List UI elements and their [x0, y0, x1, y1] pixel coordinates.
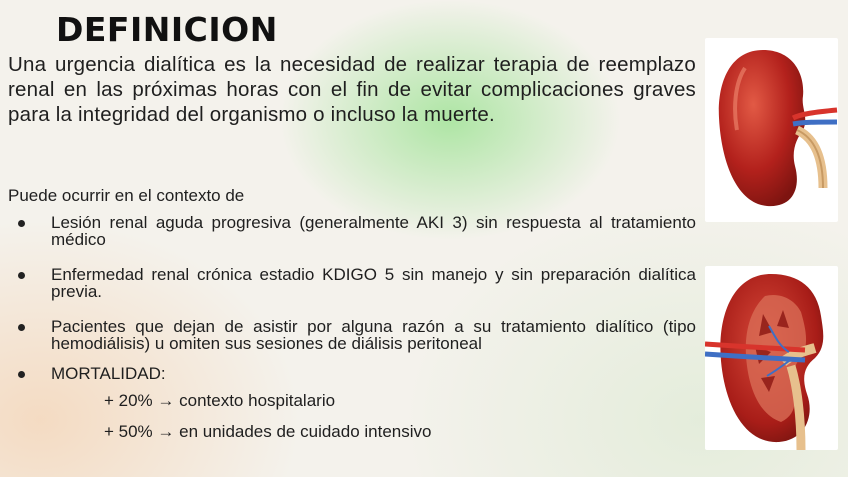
- mortality-hospital-item: + 20% → contexto hospitalario: [104, 391, 336, 410]
- bullet-dot-icon: [18, 324, 25, 331]
- context-lead-text: Puede ocurrir en el contexto de: [8, 186, 245, 205]
- definition-paragraph: Una urgencia dialítica es la necesidad de realizar terapia de reemplazo renal en las próximas horas con el fin de evitar complicaciones graves para la integridad del organismo o incluso la muerte.: [8, 53, 696, 126]
- bullet-item-mortality: [8, 365, 696, 382]
- bullet-dot-icon: [18, 371, 25, 378]
- context-bullet-list: [8, 214, 696, 382]
- kidney-cross-section-icon: [705, 266, 838, 450]
- kidney-external-icon: [705, 38, 838, 222]
- bullet-item-dialysis-dropout: [8, 318, 696, 365]
- kidney-cross-section-image: [705, 266, 838, 450]
- bullet-text: MORTALIDAD:: [51, 364, 166, 383]
- bullet-text: Lesión renal aguda progresiva (generalmente AKI 3) sin respuesta al tratamiento médico: [51, 213, 696, 249]
- bullet-text: Pacientes que dejan de asistir por alguna razón a su tratamiento dialítico (tipo hemodiálisis) u omiten sus sesiones de diálisis peritoneal: [51, 317, 696, 353]
- slide-title: DEFINICION: [56, 10, 278, 49]
- bullet-item-aki: [8, 214, 696, 266]
- bullet-item-ckd: [8, 266, 696, 318]
- kidney-external-image: [705, 38, 838, 222]
- bullet-text: Enfermedad renal crónica estadio KDIGO 5 sin manejo y sin preparación dialítica previa.: [51, 265, 696, 301]
- bullet-dot-icon: [18, 220, 25, 227]
- mortality-icu-item: + 50% → en unidades de cuidado intensivo: [104, 422, 432, 441]
- bullet-dot-icon: [18, 272, 25, 279]
